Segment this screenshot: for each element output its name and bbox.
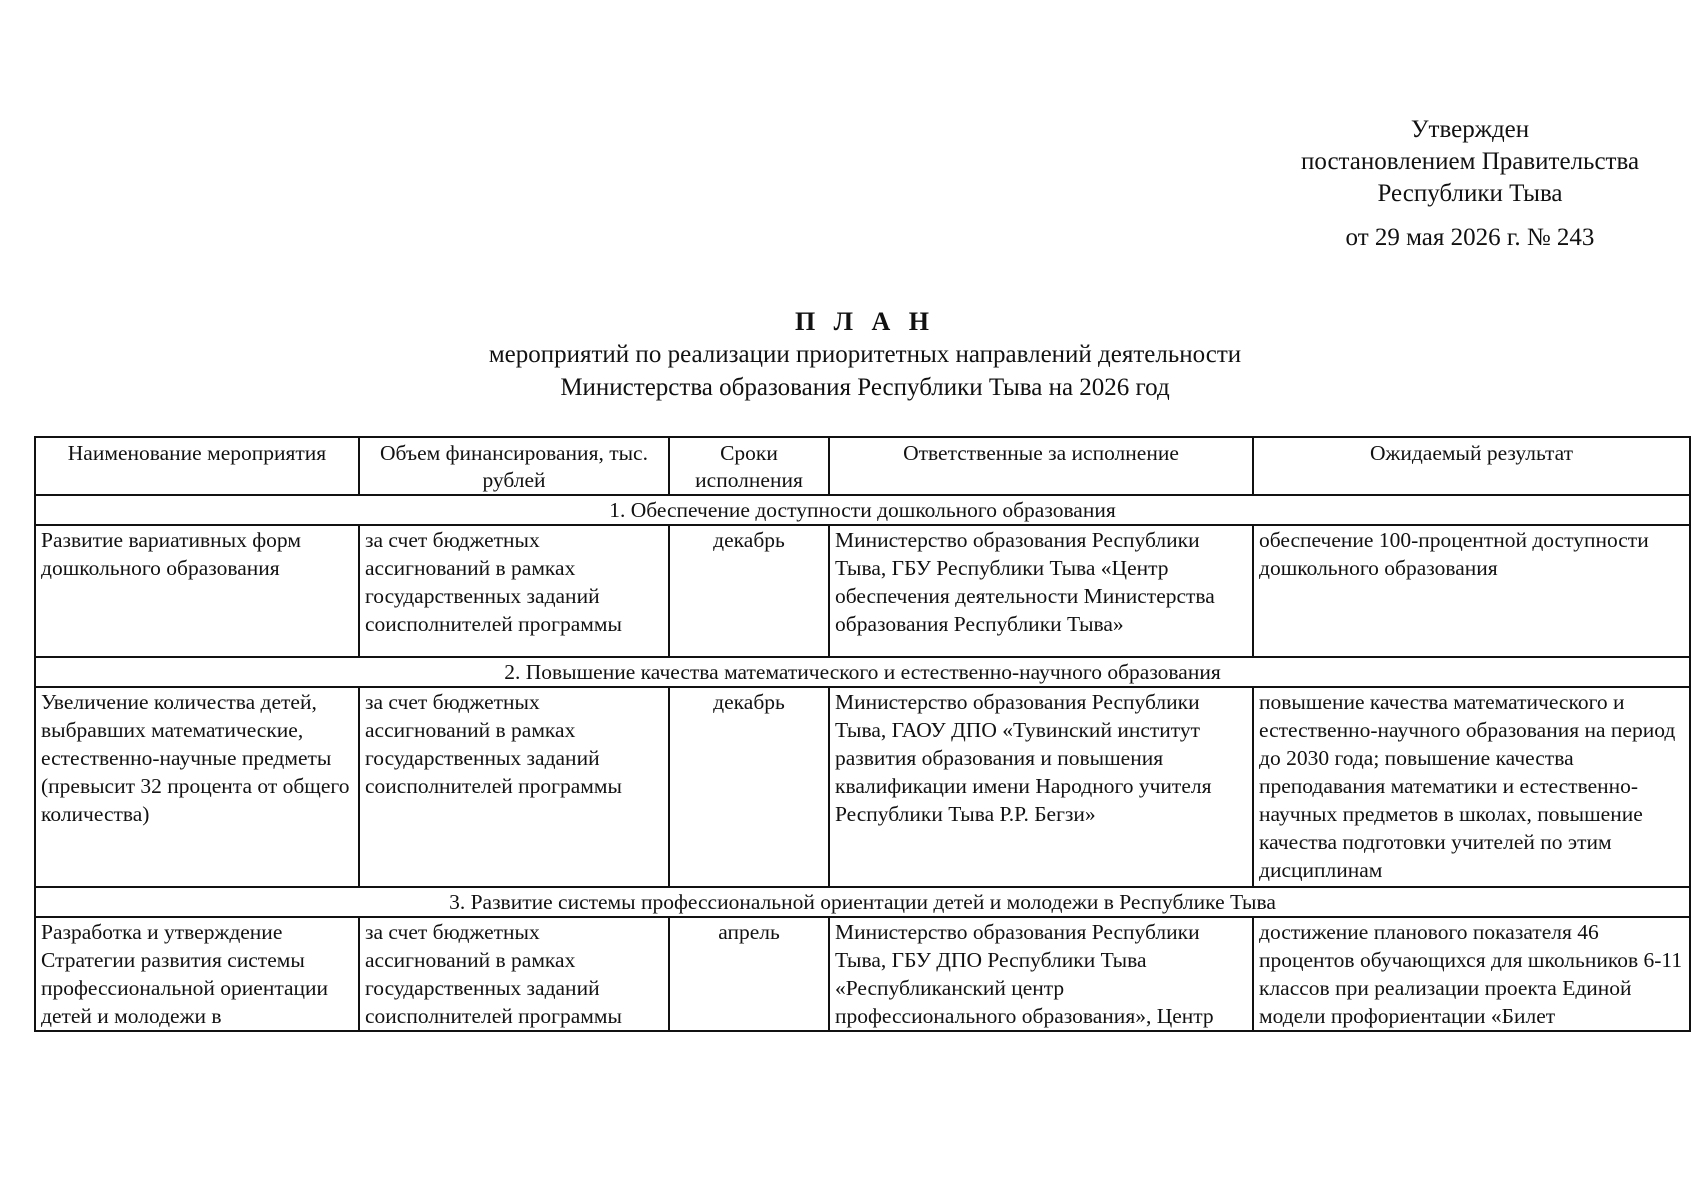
section-title: 2. Повышение качества математического и естественно-научного образования [35, 657, 1690, 687]
header-result: Ожидаемый результат [1253, 437, 1690, 495]
cell-funding: за счет бюджетных ассигнований в рамках государственных заданий соисполнителей программы [359, 917, 669, 1031]
header-deadline: Сроки исполнения [669, 437, 829, 495]
cell-funding: за счет бюджетных ассигнований в рамках государственных заданий соисполнителей программы [359, 525, 669, 657]
section-row [35, 657, 1690, 687]
cell-name: Разработка и утверждение Стратегии развития системы профессиональной ориентации детей и молодежи в [35, 917, 359, 1031]
cell-responsible: Министерство образования Республики Тыва, ГБУ ДПО Республики Тыва «Республиканский центр профессионального образования», Центр [829, 917, 1253, 1031]
table-row [35, 687, 1690, 887]
cell-deadline: декабрь [669, 525, 829, 657]
title-line-1: мероприятий по реализации приоритетных направлений деятельности [488, 341, 1242, 368]
approval-line-republic: Республики Тыва [1377, 180, 1563, 207]
cell-deadline: апрель [669, 917, 829, 1031]
cell-result: достижение планового показателя 46 процентов обучающихся для школьников 6-11 классов при реализации проекта Единой модели профориентации «Билет [1253, 917, 1690, 1031]
cell-result: обеспечение 100-процентной доступности дошкольного образования [1253, 525, 1690, 657]
approval-line-resolution: постановлением Правительства [1300, 148, 1640, 175]
title-line-2: Министерства образования Республики Тыва на 2026 год [560, 374, 1170, 401]
section-title: 1. Обеспечение доступности дошкольного образования [35, 495, 1690, 525]
approval-line-approved: Утвержден [1410, 116, 1530, 143]
approval-stamp [1275, 114, 1665, 254]
table-header-row [35, 437, 1690, 495]
cell-name: Развитие вариативных форм дошкольного образования [35, 525, 359, 657]
cell-funding: за счет бюджетных ассигнований в рамках государственных заданий соисполнителей программы [359, 687, 669, 887]
table-row [35, 525, 1690, 657]
table-row [35, 917, 1690, 1031]
section-row [35, 495, 1690, 525]
cell-result: повышение качества математического и естественно-научного образования на период до 2030 года; повышение качества преподавания математики и естественно-научных предметов в школах, повышение качества подготовки учителей по этим дисциплинам [1253, 687, 1690, 887]
approval-date: от 29 мая 2026 г. № 243 [1345, 224, 1595, 251]
title-heading: П Л А Н [794, 307, 936, 336]
cell-responsible: Министерство образования Республики Тыва, ГБУ Республики Тыва «Центр обеспечения деятельности Министерства образования Республики Тыва» [829, 525, 1253, 657]
plan-table [34, 436, 1691, 1032]
header-responsible: Ответственные за исполнение [829, 437, 1253, 495]
header-funding: Объем финансирования, тыс. рублей [359, 437, 669, 495]
section-row [35, 887, 1690, 917]
header-name: Наименование мероприятия [35, 437, 359, 495]
cell-responsible: Министерство образования Республики Тыва, ГАОУ ДПО «Тувинский институт развития образования и повышения квалификации имени Народного учителя Республики Тыва Р.Р. Бегзи» [829, 687, 1253, 887]
cell-name: Увеличение количества детей, выбравших математические, естественно-научные предметы (превысит 32 процента от общего количества) [35, 687, 359, 887]
document-title [0, 306, 1697, 404]
section-title: 3. Развитие системы профессиональной ориентации детей и молодежи в Республике Тыва [35, 887, 1690, 917]
cell-deadline: декабрь [669, 687, 829, 887]
